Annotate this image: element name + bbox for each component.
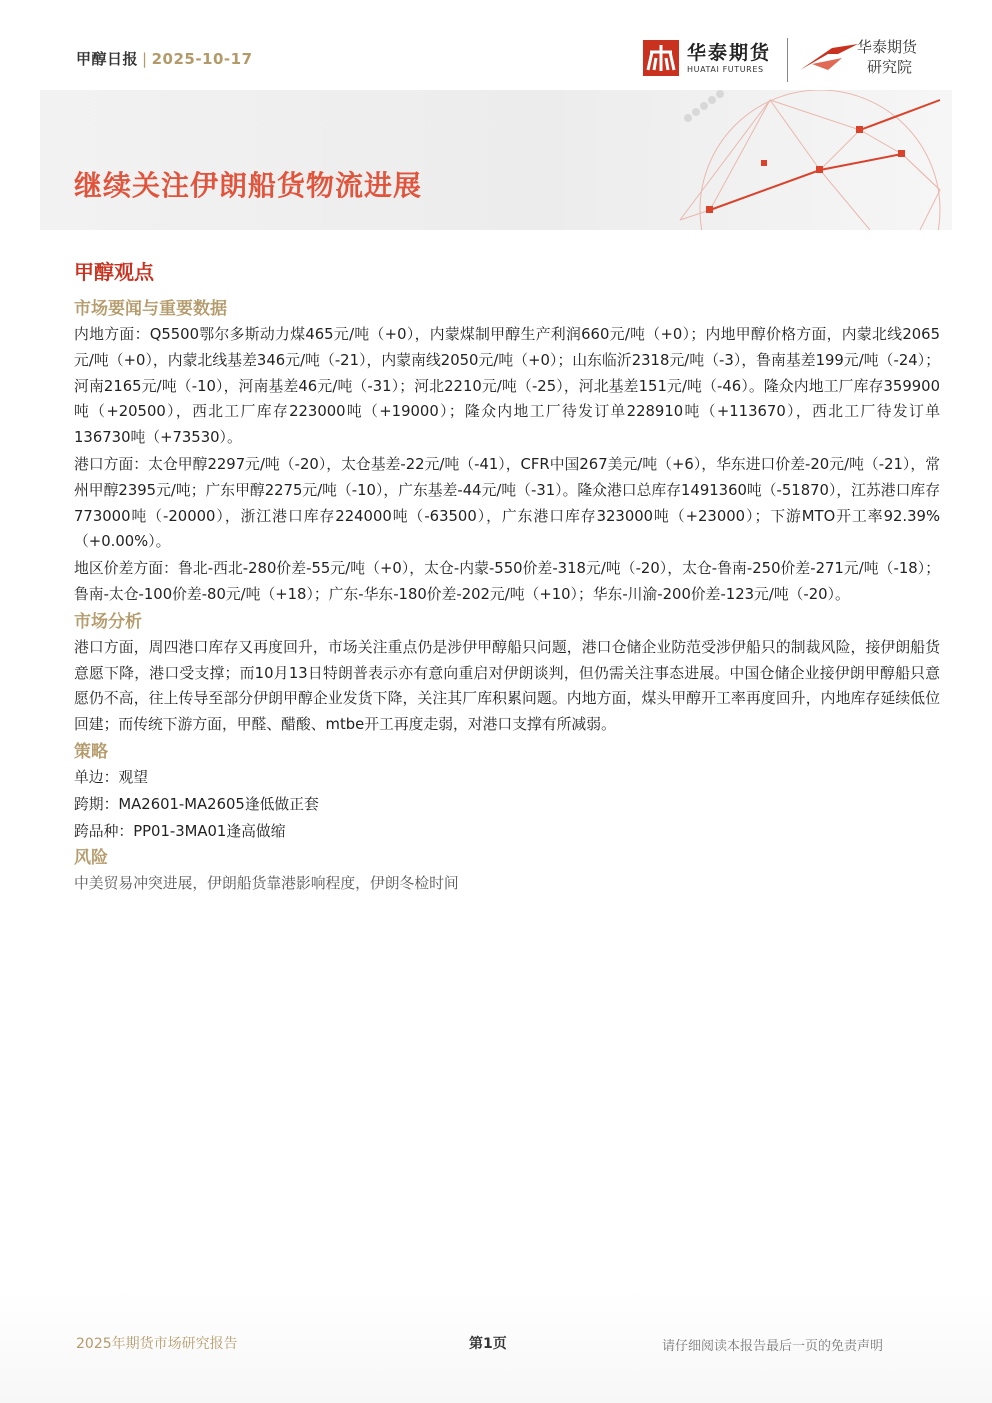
view-heading: 甲醇观点 [74,260,154,284]
strategy-line: 跨品种：PP01-3MA01逢高做缩 [74,822,286,840]
spread-paragraph: 地区价差方面：鲁北-西北-280价差-55元/吨（+0），太仓-内蒙-550价差-318元/吨（-20），太仓-鲁南-250价差-271元/吨（-18）；鲁南-太仓-100价差-80元/吨（+18）；广东-华东-180价差-202元/吨（+10）；华东-川渝-200价差-123元/吨（-20）。 [74,560,940,603]
logo-name-cn: 华泰期货 [687,42,772,64]
logo-divider [787,38,788,82]
page-title: 继续关注伊朗船货物流进展 [74,169,423,202]
network-decoration-icon [640,90,952,230]
strategy-heading: 策略 [74,741,108,762]
institute-line2: 研究院 [867,58,913,76]
risk-paragraph: 中美贸易冲突进展，伊朗船货靠港影响程度，伊朗冬检时间 [74,875,459,893]
port-paragraph: 港口方面：太仓甲醇2297元/吨（-20），太仓基差-22元/吨（-41），CFR中国267美元/吨（+6），华东进口价差-20元/吨（-21），常州甲醇2395元/吨；广东甲醇2275元/吨（-10），广东基差-44元/吨（-31）。隆众港口总库存1491360吨（-51870），江苏港口库存773000吨（-20000），浙江港口库存224000吨（-63500），广东港口库存323000吨（+23000）；下游MTO开工率92.39%（+0.00%）。 [74,455,940,551]
analysis-heading: 市场分析 [74,611,142,632]
report-body [74,258,940,896]
page-number: 第1页 [469,1336,507,1352]
report-type: 甲醇日报 [76,50,139,68]
inland-paragraph: 内地方面：Q5500鄂尔多斯动力煤465元/吨（+0），内蒙煤制甲醇生产利润660元/吨（+0）；内地甲醇价格方面，内蒙北线2065元/吨（+0），内蒙北线基差346元/吨（-21），内蒙南线2050元/吨（+0）；山东临沂2318元/吨（-3），鲁南基差199元/吨（-24）；河南2165元/吨（-10），河南基差46元/吨（-31）；河北2210元/吨（-25），河北基差151元/吨（-46）。隆众内地工厂库存359900吨（+20500），西北工厂库存223000吨（+19000）；隆众内地工厂待发订单228910吨（+113670），西北工厂待发订单136730吨（+73530）。 [74,326,940,447]
analysis-paragraph: 港口方面，周四港口库存又再度回升，市场关注重点仍是涉伊甲醇船只问题，港口仓储企业防范受涉伊船只的制裁风险，接伊朗船货意愿下降，港口受支撑；而10月13日特朗普表示亦有意向重启对伊朗谈判，但仍需关注事态进展。中国仓储企业接伊朗甲醇船只意愿仍不高，往上传导至部分伊朗甲醇企业发货下降，关注其厂库积累问题。内地方面，煤头甲醇开工率再度回升，内地库存延续低位回建；而传统下游方面，甲醛、醋酸、mtbe开工再度走弱，对港口支撑有所减弱。 [74,638,940,734]
title-banner [40,90,952,230]
strategy-line: 跨期：MA2601-MA2605逢低做正套 [74,795,319,813]
institute-line1: 华泰期货 [857,38,918,56]
report-header [76,48,253,69]
disclaimer-note: 请仔细阅读本报告最后一页的免责声明 [662,1339,884,1354]
header-separator: | [142,50,148,68]
logo-name-en: HUATAI FUTURES [687,65,764,74]
market-news-heading: 市场要闻与重要数据 [74,299,227,319]
company-logo [643,38,943,82]
strategy-line: 单边：观望 [74,768,148,786]
huatai-logo-icon [643,40,679,76]
report-date: 2025-10-17 [151,50,253,68]
institute-wing-icon [798,40,860,76]
footer-report-name: 2025年期货市场研究报告 [76,1336,238,1352]
risk-heading: 风险 [74,848,108,869]
